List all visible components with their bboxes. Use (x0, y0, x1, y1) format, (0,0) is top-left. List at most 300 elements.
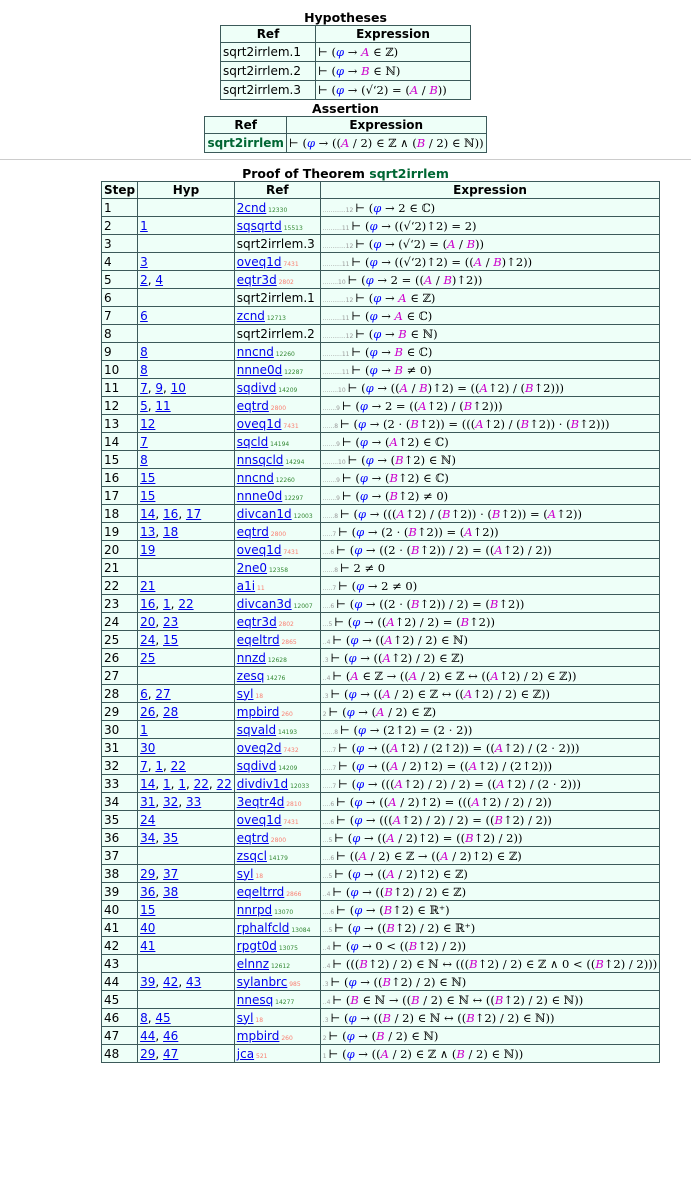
ref-link[interactable]: divcan1d (236, 506, 292, 521)
hyp-link[interactable]: 3 (140, 254, 148, 269)
step-ref[interactable] (234, 703, 320, 721)
hyp-link[interactable]: 1 (155, 758, 164, 773)
hyp-link[interactable]: 22 (216, 776, 232, 791)
step-ref[interactable] (234, 865, 320, 883)
hyp-link[interactable]: 11 (155, 398, 171, 413)
hyp-link[interactable]: 27 (155, 686, 171, 701)
ref-number: 7431 (281, 260, 299, 268)
step-number: 2 (102, 217, 138, 235)
step-ref[interactable] (234, 199, 320, 217)
proof-title-prefix: Proof of Theorem (242, 166, 370, 181)
ref-number: 12007 (291, 602, 313, 610)
hyp-link[interactable]: 1 (140, 722, 148, 737)
step-ref[interactable] (234, 433, 320, 451)
step-hyps (138, 217, 235, 235)
step-hyps: 2, 4 (138, 271, 235, 289)
step-number: 32 (102, 757, 138, 775)
hyp-link[interactable]: 7 (140, 758, 148, 773)
hypotheses-title: Hypotheses (304, 10, 387, 25)
step-ref[interactable] (234, 577, 320, 595)
ref-number: 521 (254, 1052, 268, 1060)
expression-text: ⊢ (φ → ((B↑2) / 2) ∈ ℝ⁺) (334, 920, 476, 935)
expression-text: ⊢ (φ → (B↑2) ∈ ℂ) (341, 470, 449, 485)
step-hyps (138, 235, 235, 253)
ref-link[interactable]: rphalfcld (236, 920, 290, 935)
step-ref[interactable] (234, 955, 320, 973)
hyp-link[interactable]: 9 (155, 380, 164, 395)
ref-number: 15513 (281, 224, 303, 232)
step-number: 42 (102, 937, 138, 955)
step-ref[interactable] (234, 559, 320, 577)
ref-link[interactable]: zcnd (236, 308, 265, 323)
proof-row (102, 865, 660, 883)
step-hyps (138, 361, 235, 379)
ref-link[interactable]: sqvald (236, 722, 277, 737)
hyp-link[interactable]: 33 (185, 794, 202, 809)
step-header: Step (102, 182, 138, 199)
expression-text: ⊢ (φ → ((A / 2) ∈ ℤ ↔ ((A↑2) / 2) ∈ ℤ)) (330, 686, 551, 701)
step-ref[interactable] (234, 649, 320, 667)
expression-text: ⊢ (φ → 2 = ((A↑2) / (B↑2))) (341, 398, 503, 413)
ref-link[interactable]: syl (236, 686, 254, 701)
ref-link[interactable]: nnesq (236, 992, 274, 1007)
step-number: 33 (102, 775, 138, 793)
hyp-link[interactable]: 35 (163, 830, 179, 845)
step-ref[interactable] (234, 541, 320, 559)
ref-link[interactable]: oveq2d (236, 740, 282, 755)
ref-number: 2802 (276, 620, 294, 628)
step-expression (320, 631, 659, 649)
step-number: 34 (102, 793, 138, 811)
ref-link[interactable]: sqdivd (236, 380, 277, 395)
hyp-link[interactable]: 13 (140, 524, 156, 539)
ref-number: 12033 (288, 782, 310, 790)
step-ref[interactable] (234, 379, 320, 397)
hyp-link[interactable]: 22 (170, 758, 186, 773)
proof-row (102, 613, 660, 631)
hyp-link[interactable]: 26 (140, 704, 156, 719)
expression-text: ⊢ (φ → A ∈ ℤ) (355, 290, 436, 305)
step-hyps: 20, 23 (138, 613, 235, 631)
expression-text: ⊢ (φ → (B / 2) ∈ ℕ) (328, 1028, 439, 1043)
ref-number: 12330 (266, 206, 288, 214)
step-expression (320, 1027, 659, 1045)
step-hyps (138, 253, 235, 271)
step-number: 8 (102, 325, 138, 343)
step-number: 19 (102, 523, 138, 541)
step-ref[interactable] (234, 739, 320, 757)
expression-text: ⊢ (φ → (B↑2) ≠ 0) (341, 488, 449, 503)
step-number: 20 (102, 541, 138, 559)
expression-text: ⊢ (φ → ((A / 2)↑2) = ((A↑2) / (2↑2))) (338, 758, 553, 773)
indent-level: .......9 (322, 404, 342, 412)
hyp-link[interactable]: 43 (185, 974, 202, 989)
ref-link[interactable]: jca (236, 1046, 255, 1061)
expression-text: ⊢ (φ → (√‘2) = (A / B)) (355, 236, 485, 251)
proof-row (102, 595, 660, 613)
indent-level: ..4 (322, 962, 333, 970)
expression-header: Expression (320, 182, 659, 199)
indent-level: ...5 (322, 872, 335, 880)
hypothesis-ref: sqrt2irrlem.3 (221, 81, 316, 100)
hyp-link[interactable]: 21 (140, 578, 156, 593)
hyp-link[interactable]: 15 (140, 488, 156, 503)
ref-link[interactable]: nnne0d (236, 362, 283, 377)
hyp-link[interactable]: 14 (140, 776, 156, 791)
hyp-link[interactable]: 4 (155, 272, 164, 287)
ref-link[interactable]: eqeltrd (236, 632, 280, 647)
ref-link[interactable]: 3eqtr4d (236, 794, 285, 809)
hyp-link[interactable]: 15 (140, 902, 156, 917)
step-ref[interactable] (234, 1027, 320, 1045)
ref-number: 7431 (281, 548, 299, 556)
proof-row (102, 793, 660, 811)
expression-text: ⊢ (φ → (B↑2) ∈ ℝ⁺) (336, 902, 450, 917)
expression-text: ⊢ (φ → ((A / 2)↑2) = (((A↑2) / 2) / 2)) (336, 794, 552, 809)
step-ref[interactable] (234, 901, 320, 919)
step-ref[interactable] (234, 595, 320, 613)
assertion-table (204, 116, 486, 153)
ref-link[interactable]: oveq1d (236, 416, 282, 431)
hyp-link[interactable]: 32 (163, 794, 179, 809)
hyp-link[interactable]: 1 (163, 776, 171, 791)
step-ref[interactable] (234, 757, 320, 775)
hyp-link[interactable]: 5 (140, 398, 148, 413)
step-hyps: 29, 47 (138, 1045, 235, 1063)
hyp-link[interactable]: 8 (140, 452, 148, 467)
expression-text: ⊢ (φ → ((A / 2)↑2) ∈ ℤ) (334, 866, 468, 881)
hyp-link[interactable]: 1 (163, 596, 171, 611)
ref-link[interactable]: 2ne0 (236, 560, 268, 575)
step-expression (320, 901, 659, 919)
assertion-ref[interactable]: sqrt2irrlem (205, 134, 286, 153)
step-number: 25 (102, 631, 138, 649)
expression-text: ⊢ (φ → A ∈ ℂ) (351, 308, 433, 323)
step-ref[interactable] (234, 469, 320, 487)
ref-link[interactable]: divcan3d (236, 596, 292, 611)
indent-level: .......9 (322, 494, 342, 502)
hyp-link[interactable]: 34 (140, 830, 156, 845)
hyp-link[interactable]: 7 (140, 434, 148, 449)
step-expression (320, 397, 659, 415)
step-ref[interactable] (234, 1045, 320, 1063)
ref-number: 13075 (276, 944, 298, 952)
hypothesis-ref: sqrt2irrlem.1 (221, 43, 316, 62)
step-ref[interactable] (234, 487, 320, 505)
step-ref[interactable] (234, 271, 320, 289)
ref-link[interactable]: divdiv1d (236, 776, 289, 791)
ref-link[interactable]: oveq1d (236, 542, 282, 557)
step-expression (320, 469, 659, 487)
hyp-link[interactable]: 46 (163, 1028, 179, 1043)
ref-link[interactable]: rpgt0d (236, 938, 277, 953)
step-hyps (138, 919, 235, 937)
step-ref[interactable] (234, 793, 320, 811)
step-number: 35 (102, 811, 138, 829)
indent-level: ....6 (322, 548, 337, 556)
hyp-link[interactable]: 12 (140, 416, 156, 431)
step-ref[interactable] (234, 685, 320, 703)
hyp-link[interactable]: 28 (163, 704, 179, 719)
hyp-link[interactable]: 38 (163, 884, 179, 899)
hyp-link[interactable]: 16 (163, 506, 179, 521)
step-expression (320, 955, 659, 973)
proof-row (102, 289, 660, 307)
step-hyps (138, 469, 235, 487)
hyp-link[interactable]: 29 (140, 1046, 156, 1061)
indent-level: ............12 (322, 206, 356, 214)
ref-link[interactable]: eqtrd (236, 398, 269, 413)
step-number: 3 (102, 235, 138, 253)
step-ref[interactable] (234, 847, 320, 865)
hyp-link[interactable]: 1 (178, 776, 186, 791)
ref-link[interactable]: eqeltrrd (236, 884, 285, 899)
step-ref[interactable] (234, 811, 320, 829)
ref-link[interactable]: eqtr3d (236, 614, 277, 629)
ref-link[interactable]: nncnd (236, 470, 274, 485)
step-ref[interactable] (234, 361, 320, 379)
ref-link[interactable]: elnnz (236, 956, 270, 971)
ref-number: 12260 (273, 476, 295, 484)
step-hyps: 14, 16, 17 (138, 505, 235, 523)
step-hyps (138, 559, 235, 577)
step-expression (320, 361, 659, 379)
ref-link[interactable]: nnne0d (236, 488, 283, 503)
step-number: 39 (102, 883, 138, 901)
ref-link[interactable]: sqsqrtd (236, 218, 282, 233)
hyp-link[interactable]: 8 (140, 1010, 148, 1025)
ref-link[interactable]: sqdivd (236, 758, 277, 773)
proof-row (102, 991, 660, 1009)
step-ref[interactable] (234, 973, 320, 991)
proof-row (102, 1045, 660, 1063)
proof-row (102, 523, 660, 541)
expression-text: ⊢ (φ → 2 = ((A / B)↑2)) (347, 272, 483, 287)
proof-row (102, 577, 660, 595)
step-number: 36 (102, 829, 138, 847)
step-number: 28 (102, 685, 138, 703)
step-expression (320, 253, 659, 271)
step-expression (320, 1009, 659, 1027)
step-ref[interactable] (234, 631, 320, 649)
hyp-link[interactable]: 15 (140, 470, 156, 485)
hyp-link[interactable]: 15 (163, 632, 179, 647)
step-hyps (138, 289, 235, 307)
hyp-link[interactable]: 16 (140, 596, 156, 611)
indent-level: ............12 (322, 242, 356, 250)
hyp-link[interactable]: 10 (170, 380, 186, 395)
step-hyps (138, 937, 235, 955)
proof-row (102, 901, 660, 919)
hyp-link[interactable]: 17 (185, 506, 202, 521)
ref-number: 2800 (268, 836, 287, 844)
hyp-link[interactable]: 14 (140, 506, 156, 521)
hyp-link[interactable]: 6 (140, 308, 148, 323)
indent-level: ..........11 (322, 314, 352, 322)
hyp-link[interactable]: 18 (163, 524, 179, 539)
hyp-link[interactable]: 8 (140, 344, 148, 359)
ref-link[interactable]: 2cnd (236, 200, 267, 215)
hypotheses-table (220, 25, 471, 100)
ref-number: 12612 (269, 962, 291, 970)
ref-link[interactable]: zesq (236, 668, 265, 683)
indent-level: ......8 (322, 422, 340, 430)
indent-level: ....6 (322, 602, 337, 610)
ref-link[interactable]: syl (236, 1010, 254, 1025)
hyp-link[interactable]: 44 (140, 1028, 156, 1043)
ref-link[interactable]: oveq1d (236, 812, 282, 827)
hyp-link[interactable]: 2 (140, 272, 148, 287)
step-expression (320, 793, 659, 811)
hyp-link[interactable]: 8 (140, 362, 148, 377)
step-hyps (138, 415, 235, 433)
step-ref[interactable] (234, 775, 320, 793)
expression-text: ⊢ ((A / 2) ∈ ℤ → ((A / 2)↑2) ∈ ℤ) (336, 848, 522, 863)
proof-row (102, 343, 660, 361)
step-ref[interactable] (234, 919, 320, 937)
step-ref[interactable] (234, 883, 320, 901)
hyp-link[interactable]: 24 (140, 812, 156, 827)
proof-row (102, 307, 660, 325)
proof-row (102, 487, 660, 505)
ref-number: 18 (253, 872, 264, 880)
hyp-link[interactable]: 41 (140, 938, 156, 953)
step-expression (320, 307, 659, 325)
hyp-link[interactable]: 42 (163, 974, 179, 989)
proof-row (102, 433, 660, 451)
assert-expr-header: Expression (286, 117, 486, 134)
hypothesis-ref: sqrt2irrlem.2 (221, 62, 316, 81)
hyp-link[interactable]: 36 (140, 884, 156, 899)
ref-number: 2865 (279, 638, 297, 646)
expression-text: ⊢ (φ → 2 ≠ 0) (338, 578, 418, 593)
step-ref[interactable] (234, 1009, 320, 1027)
ref-link[interactable]: nnsqcld (236, 452, 284, 467)
ref-link[interactable]: nnrpd (236, 902, 273, 917)
ref-link[interactable]: sqcld (236, 434, 269, 449)
ref-number: 260 (279, 1034, 293, 1042)
ref-number: 14194 (268, 440, 290, 448)
proof-row (102, 955, 660, 973)
step-ref: sqrt2irrlem.1 (234, 289, 320, 307)
hyp-link[interactable]: 31 (140, 794, 156, 809)
ref-link[interactable]: eqtrd (236, 524, 269, 539)
ref-number: 13070 (272, 908, 294, 916)
hyp-link[interactable]: 20 (140, 614, 156, 629)
ref-link[interactable]: eqtr3d (236, 272, 277, 287)
step-hyps (138, 199, 235, 217)
expression-text: ⊢ (φ → (B↑2) ∈ ℕ) (347, 452, 456, 467)
step-ref[interactable] (234, 991, 320, 1009)
step-ref[interactable] (234, 307, 320, 325)
hyp-link[interactable]: 47 (163, 1046, 179, 1061)
step-hyps: 6, 27 (138, 685, 235, 703)
expression-text: ⊢ (φ → (2 · (B↑2)) = (((A↑2) / (B↑2)) · (B↑2))) (339, 416, 610, 431)
step-ref[interactable] (234, 397, 320, 415)
proof-row (102, 847, 660, 865)
step-hyps: 29, 37 (138, 865, 235, 883)
step-number: 26 (102, 649, 138, 667)
hyp-link[interactable]: 22 (193, 776, 209, 791)
step-ref[interactable] (234, 721, 320, 739)
step-ref[interactable] (234, 415, 320, 433)
step-expression (320, 559, 659, 577)
hyp-link[interactable]: 6 (140, 686, 148, 701)
proof-row (102, 703, 660, 721)
step-number: 10 (102, 361, 138, 379)
step-ref[interactable] (234, 937, 320, 955)
step-expression (320, 217, 659, 235)
ref-link[interactable]: syl (236, 866, 254, 881)
step-ref[interactable] (234, 253, 320, 271)
ref-link[interactable]: sylanbrc (236, 974, 288, 989)
step-expression (320, 415, 659, 433)
step-ref[interactable] (234, 523, 320, 541)
hyp-link[interactable]: 7 (140, 380, 148, 395)
ref-link[interactable]: mpbird (236, 1028, 280, 1043)
step-number: 11 (102, 379, 138, 397)
ref-number: 14277 (273, 998, 295, 1006)
proof-row (102, 415, 660, 433)
ref-number: 2802 (276, 278, 294, 286)
ref-link[interactable]: nnzd (236, 650, 266, 665)
hyp-link[interactable]: 19 (140, 542, 156, 557)
expression-text: ⊢ (φ → (2↑2) = (2 · 2)) (339, 722, 473, 737)
ref-link[interactable]: eqtrd (236, 830, 269, 845)
step-number: 4 (102, 253, 138, 271)
step-expression (320, 847, 659, 865)
hyp-link[interactable]: 29 (140, 866, 156, 881)
indent-level: .3 (322, 656, 331, 664)
step-ref[interactable] (234, 451, 320, 469)
step-ref[interactable] (234, 217, 320, 235)
hyp-link[interactable]: 45 (155, 1010, 171, 1025)
expression-text: ⊢ (φ → ((√‘2)↑2) = 2) (351, 218, 477, 233)
step-number: 12 (102, 397, 138, 415)
ref-link[interactable]: zsqcl (236, 848, 267, 863)
hyp-link[interactable]: 24 (140, 632, 156, 647)
step-ref[interactable] (234, 343, 320, 361)
step-ref[interactable] (234, 667, 320, 685)
ref-number: 12003 (291, 512, 313, 520)
ref-link[interactable]: mpbird (236, 704, 280, 719)
hyp-link[interactable]: 1 (140, 218, 148, 233)
step-expression (320, 919, 659, 937)
expression-text: ⊢ (φ → ((√‘2)↑2) = ((A / B)↑2)) (351, 254, 533, 269)
expression-text: ⊢ (φ → ((A / 2)↑2) = ((B↑2) / 2)) (334, 830, 523, 845)
step-ref[interactable] (234, 613, 320, 631)
indent-level: ..........11 (322, 224, 352, 232)
step-expression (320, 613, 659, 631)
step-number: 38 (102, 865, 138, 883)
hyp-link[interactable]: 23 (163, 614, 179, 629)
indent-level: ........10 (322, 278, 348, 286)
ref-link[interactable]: a1i (236, 578, 256, 593)
hyp-link[interactable]: 37 (163, 866, 179, 881)
hyp-link[interactable]: 22 (178, 596, 194, 611)
hyp-link[interactable]: 25 (140, 650, 156, 665)
step-ref[interactable] (234, 829, 320, 847)
expression-text: ⊢ (φ → ((A↑2) / (2↑2)) = ((A↑2) / (2 · 2))) (338, 740, 580, 755)
ref-link[interactable]: nncnd (236, 344, 274, 359)
ref-link[interactable]: oveq1d (236, 254, 282, 269)
hypothesis-row (221, 81, 471, 100)
hyp-link[interactable]: 40 (140, 920, 156, 935)
step-ref[interactable] (234, 505, 320, 523)
expression-text: ⊢ (φ → B ≠ 0) (351, 362, 432, 377)
hyp-link[interactable]: 39 (140, 974, 156, 989)
hyp-link[interactable]: 30 (140, 740, 156, 755)
